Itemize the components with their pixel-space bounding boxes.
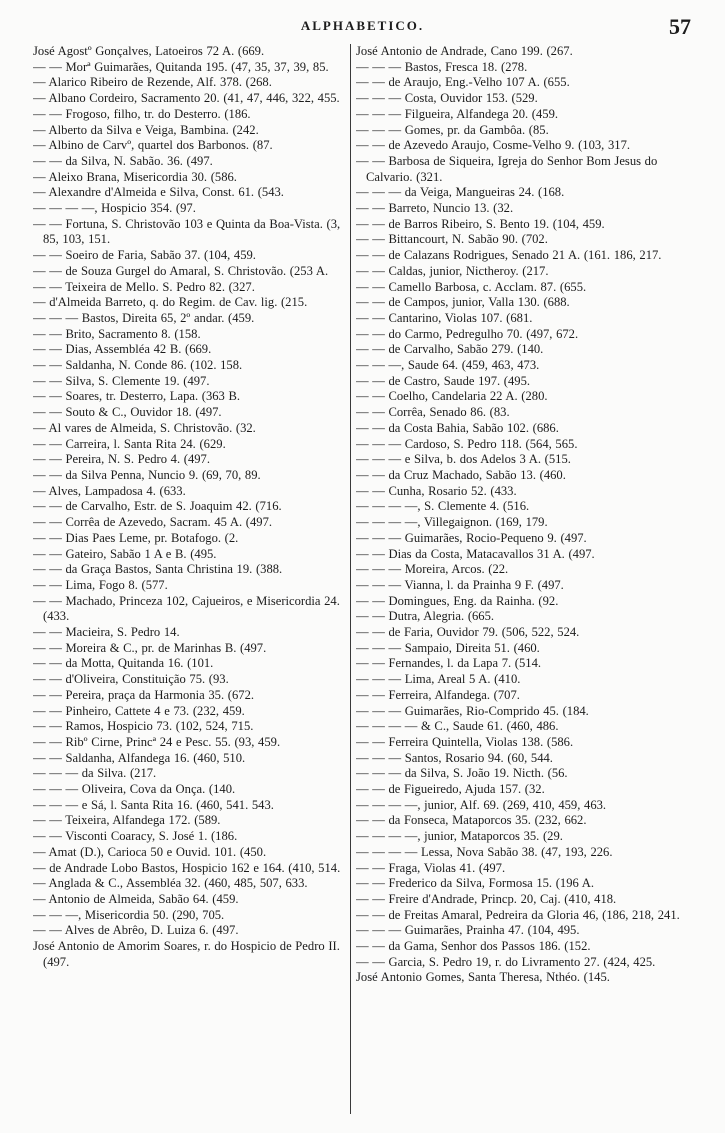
directory-entry: — — Ribº Cirne, Princª 24 e Pesc. 55. (93, 459. (33, 734, 281, 749)
directory-entry: — — Cunha, Rosario 52. (433. (356, 483, 517, 498)
directory-entry: — — — —, junior, Alf. 69. (269, 410, 459, 463. (356, 797, 607, 812)
directory-entry: — — — Costa, Ouvidor 153. (529. (356, 91, 538, 106)
directory-entry: — — — —, S. Clemente 4. (516. (356, 499, 530, 514)
directory-entry: — — de Souza Gurgel do Amaral, S. Christovão. (253 A. (33, 263, 329, 278)
directory-entry: — — Teixeira de Mello. S. Pedro 82. (327. (33, 279, 255, 294)
directory-entry: — — de Carvalho, Estr. de S. Joaquim 42. (716. (33, 499, 282, 514)
running-head: ALPHABETICO. (300, 18, 425, 33)
directory-entry: — — —, Saude 64. (459, 463, 473. (356, 358, 540, 373)
directory-entry: — — Corrêa de Azevedo, Sacram. 45 A. (497. (33, 515, 273, 530)
directory-entry: — — Pinheiro, Cattete 4 e 73. (232, 459. (33, 703, 245, 718)
directory-entry: — — — Sampaio, Direita 51. (460. (356, 640, 540, 655)
directory-entry: — Albano Cordeiro, Sacramento 20. (41, 47, 446, 322, 455. (33, 91, 340, 106)
directory-entry: — — — Bastos, Fresca 18. (278. (356, 59, 528, 74)
directory-entry: — — de Castro, Saude 197. (495. (356, 373, 531, 388)
directory-entry: — — da Gama, Senhor dos Passos 186. (152. (356, 939, 591, 954)
directory-entry: José Antonio de Amorim Soares, r. do Hospicio de Pedro II. (497. (33, 939, 340, 969)
directory-entry: — — — Lima, Areal 5 A. (410. (356, 672, 521, 687)
left-column (33, 44, 347, 1124)
directory-entry: — — Domingues, Eng. da Rainha. (92. (356, 593, 559, 608)
directory-entry: — Alberto da Silva e Veiga, Bambina. (242. (33, 122, 259, 137)
directory-entry: — — de Carvalho, Sabão 279. (140. (356, 342, 544, 357)
directory-entry: — — Visconti Coaracy, S. José 1. (186. (33, 829, 238, 844)
directory-entry: — — — —, Villegaignon. (169, 179. (356, 515, 548, 530)
directory-entry: — — — Guimarães, Rio-Comprido 45. (184. (356, 703, 589, 718)
directory-entry: — Antonio de Almeida, Sabão 64. (459. (33, 891, 239, 906)
directory-entry: — — — da Silva, S. João 19. Nicth. (56. (356, 766, 568, 781)
directory-entry: — — Morª Guimarães, Quitanda 195. (47, 35, 37, 39, 85. (33, 59, 329, 74)
directory-entry: — — — Oliveira, Cova da Onça. (140. (33, 782, 236, 797)
directory-entry: — — —, Misericordia 50. (290, 705. (33, 907, 225, 922)
directory-entry: — — Ferreira Quintella, Violas 138. (586. (356, 734, 574, 749)
directory-entry: — Alexandre d'Almeida e Silva, Const. 61. (543. (33, 185, 284, 200)
directory-entry: — — — Filgueira, Alfandega 20. (459. (356, 106, 559, 121)
directory-entry: — — d'Oliveira, Constituição 75. (93. (33, 672, 229, 687)
directory-entry: — — Moreira & C., pr. de Marinhas B. (497. (33, 640, 267, 655)
directory-entry: — — da Motta, Quitanda 16. (101. (33, 656, 214, 671)
directory-entry: — — Saldanha, N. Conde 86. (102. 158. (33, 358, 243, 373)
directory-entry: — — Macieira, S. Pedro 14. (33, 625, 180, 640)
directory-entry: — — Frederico da Silva, Formosa 15. (196 A. (356, 876, 595, 891)
directory-entry: — de Andrade Lobo Bastos, Hospicio 162 e 164. (410, 514. (33, 860, 341, 875)
directory-entry: José Antonio Gomes, Santa Theresa, Nthéo. (145. (356, 970, 610, 985)
directory-entry: — — da Graça Bastos, Santa Christina 19. (388. (33, 562, 283, 577)
directory-entry: — — de Araujo, Eng.-Velho 107 A. (655. (356, 75, 570, 90)
directory-entry: — — Soeiro de Faria, Sabão 37. (104, 459. (33, 248, 256, 263)
directory-entry: — — — e Sá, l. Santa Rita 16. (460, 541. 543. (33, 797, 274, 812)
right-column (356, 44, 690, 1124)
directory-entry: — — Teixeira, Alfandega 172. (589. (33, 813, 221, 828)
directory-entry: — — de Azevedo Araujo, Cosme-Velho 9. (103, 317. (356, 138, 631, 153)
directory-entry: — — Machado, Princeza 102, Cajueiros, e Misericordia 24. (433. (33, 593, 340, 624)
directory-entry: — — Cantarino, Violas 107. (681. (356, 310, 533, 325)
directory-entry: — Amat (D.), Carioca 50 e Ouvid. 101. (450. (33, 844, 267, 859)
directory-entry: — — da Fonseca, Mataporcos 35. (232, 662. (356, 813, 587, 828)
directory-entry: — — — Vianna, l. da Prainha 9 F. (497. (356, 577, 564, 592)
directory-entry: — — de Freitas Amaral, Pedreira da Gloria 46, (186, 218, 241. (356, 907, 680, 922)
directory-entry: — — — — Lessa, Nova Sabão 38. (47, 193, 226. (356, 844, 613, 859)
directory-entry: — — Silva, S. Clemente 19. (497. (33, 373, 210, 388)
directory-entry: — Anglada & C., Assembléa 32. (460, 485, 507, 633. (33, 876, 308, 891)
directory-entry: — — — e Silva, b. dos Adelos 3 A. (515. (356, 452, 571, 467)
directory-entry: — — Barreto, Nuncio 13. (32. (356, 201, 514, 216)
directory-entry: — — de Barros Ribeiro, S. Bento 19. (104, 459. (356, 216, 605, 231)
directory-entry: — — Soares, tr. Desterro, Lapa. (363 B. (33, 389, 241, 404)
directory-entry: — — Fernandes, l. da Lapa 7. (514. (356, 656, 542, 671)
directory-entry: — d'Almeida Barreto, q. do Regim. de Cav. lig. (215. (33, 295, 308, 310)
directory-entry: — — Alves de Abrêo, D. Luiza 6. (497. (33, 923, 239, 938)
directory-entry: — — Freire d'Andrade, Princp. 20, Caj. (410, 418. (356, 891, 617, 906)
directory-entry: — — Ramos, Hospicio 73. (102, 524, 715. (33, 719, 254, 734)
directory-entry: — — da Silva, N. Sabão. 36. (497. (33, 153, 213, 168)
directory-entry: — — — da Silva. (217. (33, 766, 157, 781)
directory-entry: — — — —, junior, Mataporcos 35. (29. (356, 829, 563, 844)
directory-entry: José Antonio de Andrade, Cano 199. (267. (356, 44, 573, 58)
directory-entry: — — Dias da Costa, Matacavallos 31 A. (497. (356, 546, 595, 561)
directory-entry: — — Pereira, praça da Harmonia 35. (672. (33, 687, 255, 702)
directory-entry: — — — da Veiga, Mangueiras 24. (168. (356, 185, 565, 200)
directory-entry: — — Brito, Sacramento 8. (158. (33, 326, 201, 341)
directory-entry: — — de Faria, Ouvidor 79. (506, 522, 524. (356, 625, 580, 640)
directory-entry: — — Fortuna, S. Christovão 103 e Quinta da Boa-Vista. (3, 85, 103, 151. (33, 216, 341, 247)
directory-entry: — — Dias, Assembléa 42 B. (669. (33, 342, 212, 357)
directory-entry: — — — Moreira, Arcos. (22. (356, 562, 509, 577)
directory-entry: — — — —, Hospicio 354. (97. (33, 201, 196, 216)
page-number: 57 (669, 14, 691, 39)
directory-entry: — Al vares de Almeida, S. Christovão. (32. (33, 420, 256, 435)
directory-entry: — Alarico Ribeiro de Rezende, Alf. 378. (268. (33, 75, 272, 90)
directory-entry: — — Bittancourt, N. Sabão 90. (702. (356, 232, 548, 247)
directory-entry: — — Pereira, N. S. Pedro 4. (497. (33, 452, 210, 467)
directory-entry: — — Fraga, Violas 41. (497. (356, 860, 506, 875)
directory-entry: — Alves, Lampadosa 4. (633. (33, 483, 186, 498)
directory-entry: — — — Bastos, Direita 65, 2º andar. (459. (33, 310, 255, 325)
directory-entry: — — do Carmo, Pedregulho 70. (497, 672. (356, 326, 579, 341)
directory-entry: — — Frogoso, filho, tr. do Desterro. (186. (33, 106, 251, 121)
directory-entry: — — Gateiro, Sabão 1 A e B. (495. (33, 546, 217, 561)
directory-entry: — — Lima, Fogo 8. (577. (33, 577, 168, 592)
directory-entry: — — Dutra, Alegria. (665. (356, 609, 495, 624)
directory-entry: — Aleixo Brana, Misericordia 30. (586. (33, 169, 237, 184)
directory-entry: — — Dias Paes Leme, pr. Botafogo. (2. (33, 530, 239, 545)
directory-entry: — — Corrêa, Senado 86. (83. (356, 405, 510, 420)
directory-entry: — — Carreira, l. Santa Rita 24. (629. (33, 436, 226, 451)
directory-entry: — — Barbosa de Siqueira, Igreja do Senhor Bom Jesus do Calvario. (321. (356, 153, 658, 184)
directory-entry: — — — Gomes, pr. da Gambôa. (85. (356, 122, 549, 137)
directory-entry: — — — Guimarães, Rocio-Pequeno 9. (497. (356, 530, 587, 545)
directory-entry: — — Camello Barbosa, c. Acclam. 87. (655. (356, 279, 587, 294)
directory-entry: — — Caldas, junior, Nictheroy. (217. (356, 263, 549, 278)
directory-entry: — — — Cardoso, S. Pedro 118. (564, 565. (356, 436, 578, 451)
directory-entry: — — — Santos, Rosario 94. (60, 544. (356, 750, 553, 765)
directory-entry: — — — Guimarães, Prainha 47. (104, 495. (356, 923, 580, 938)
column-divider (350, 44, 351, 1114)
directory-entry: — — de Campos, junior, Valla 130. (688. (356, 295, 570, 310)
directory-entry: — — da Costa Bahia, Sabão 102. (686. (356, 420, 559, 435)
directory-entry: José Agostº Gonçalves, Latoeiros 72 A. (669. (33, 44, 265, 58)
directory-entry: — — de Figueiredo, Ajuda 157. (32. (356, 782, 545, 797)
directory-entry: — — da Silva Penna, Nuncio 9. (69, 70, 89. (33, 467, 261, 482)
directory-entry: — — de Calazans Rodrigues, Senado 21 A. (161. 186, 217. (356, 248, 662, 263)
directory-entry: — — Ferreira, Alfandega. (707. (356, 687, 520, 702)
directory-entry: — — Coelho, Candelaria 22 A. (280. (356, 389, 548, 404)
directory-entry: — — — — & C., Saude 61. (460, 486. (356, 719, 559, 734)
directory-entry: — Albino de Carvº, quartel dos Barbonos. (87. (33, 138, 273, 153)
directory-entry: — — Garcia, S. Pedro 19, r. do Livramento 27. (424, 425. (356, 954, 656, 969)
directory-entry: — — da Cruz Machado, Sabão 13. (460. (356, 467, 566, 482)
directory-entry: — — Souto & C., Ouvidor 18. (497. (33, 405, 222, 420)
directory-entry: — — Saldanha, Alfandega 16. (460, 510. (33, 750, 246, 765)
